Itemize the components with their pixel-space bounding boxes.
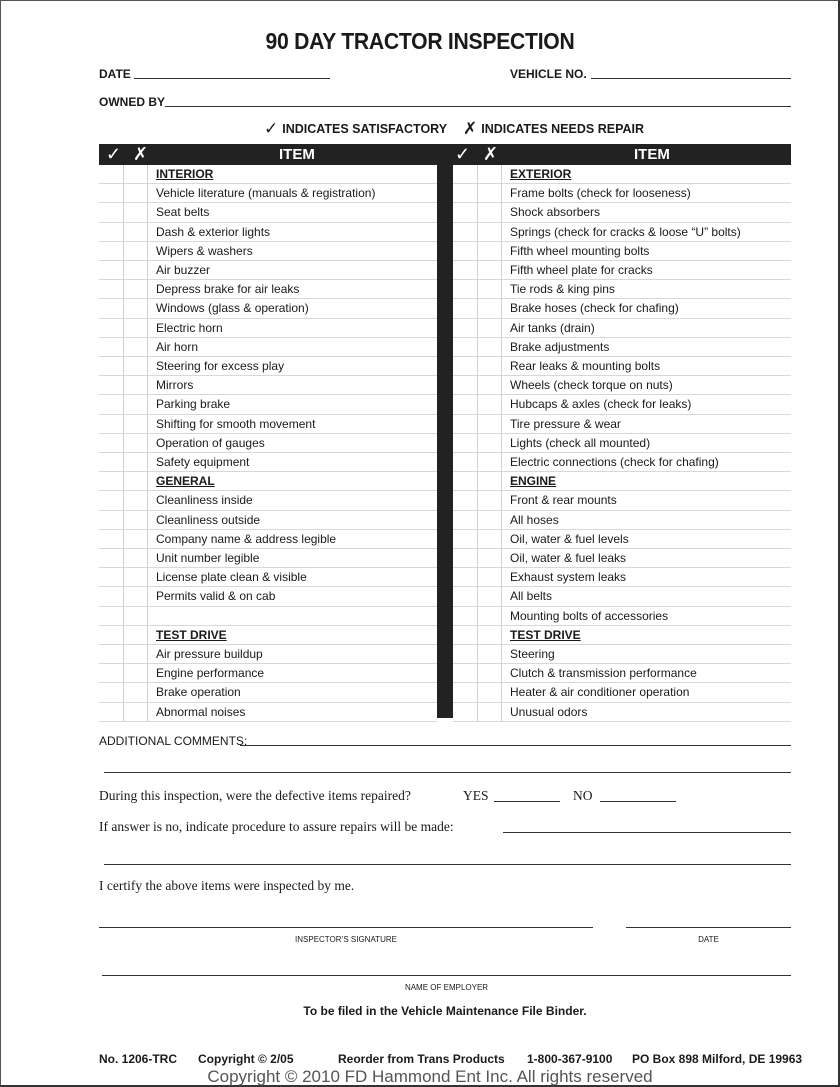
- checklist-item-label: Steering for excess play: [156, 359, 285, 373]
- needs-repair-checkbox[interactable]: [478, 645, 502, 664]
- signature-date-field[interactable]: [626, 927, 791, 928]
- needs-repair-checkbox[interactable]: [478, 415, 502, 434]
- left-checklist-row: [99, 607, 437, 626]
- satisfactory-checkbox[interactable]: [99, 491, 124, 510]
- satisfactory-checkbox[interactable]: [453, 203, 478, 222]
- satisfactory-checkbox[interactable]: [453, 511, 478, 530]
- checklist-item-label: Brake hoses (check for chafing): [510, 301, 679, 316]
- needs-repair-checkbox[interactable]: [124, 242, 148, 261]
- yes-label: YES: [463, 788, 489, 803]
- needs-repair-checkbox[interactable]: [478, 453, 502, 472]
- satisfactory-checkbox[interactable]: [453, 703, 478, 722]
- needs-repair-checkbox[interactable]: [478, 491, 502, 510]
- right-checklist-row: [453, 491, 791, 510]
- left-table-header: [99, 144, 437, 165]
- right-checklist-row: [453, 261, 791, 280]
- satisfactory-checkbox[interactable]: [99, 242, 124, 261]
- legend-satisfactory-text: INDICATES SATISFACTORY: [282, 122, 448, 136]
- checklist-item-label: Air horn: [156, 339, 199, 354]
- needs-repair-checkbox[interactable]: [124, 703, 148, 722]
- checklist-item-label: Electric horn: [156, 320, 223, 335]
- checklist-item-label: Rear leaks & mounting bolts: [510, 359, 661, 373]
- checklist-item-label: Wipers & washers: [156, 243, 253, 258]
- right-checklist-row: [453, 664, 791, 683]
- satisfactory-checkbox[interactable]: [453, 491, 478, 510]
- satisfactory-checkbox[interactable]: [99, 203, 124, 222]
- certify-statement: I certify the above items were inspected by me.: [99, 878, 355, 893]
- needs-repair-checkbox[interactable]: [478, 319, 502, 338]
- left-checklist-row: [99, 203, 437, 222]
- satisfactory-checkbox[interactable]: [99, 299, 124, 318]
- left-checklist-row: [99, 626, 437, 645]
- checklist-item-label: Springs (check for cracks & loose “U” bolts): [510, 224, 741, 239]
- owned-by-label: OWNED BY: [99, 95, 165, 109]
- left-checklist-row: [99, 683, 437, 702]
- signature-date-label: DATE: [698, 935, 719, 944]
- form-title: 90 DAY TRACTOR INSPECTION: [265, 28, 575, 54]
- needs-repair-checkbox[interactable]: [124, 453, 148, 472]
- right-checklist-row: [453, 415, 791, 434]
- section-heading: INTERIOR: [156, 167, 214, 181]
- checklist-item-label: Dash & exterior lights: [156, 224, 271, 239]
- left-checklist-row: [99, 319, 437, 338]
- checklist-item-label: Seat belts: [156, 205, 210, 220]
- satisfactory-checkbox[interactable]: [99, 607, 124, 626]
- satisfactory-checkbox[interactable]: [453, 664, 478, 683]
- vehicle-no-field[interactable]: [591, 78, 791, 79]
- procedure-question: If answer is no, indicate procedure to assure repairs will be made:: [99, 819, 454, 834]
- checklist-item-label: Mirrors: [156, 378, 194, 393]
- checklist-item-label: Abnormal noises: [156, 704, 246, 719]
- signature-field[interactable]: [99, 927, 593, 928]
- needs-repair-checkbox[interactable]: [478, 395, 502, 414]
- left-checklist-row: [99, 664, 437, 683]
- satisfactory-checkbox[interactable]: [453, 626, 478, 645]
- needs-repair-checkbox[interactable]: [124, 299, 148, 318]
- comments-label: ADDITIONAL COMMENTS:: [99, 734, 248, 748]
- satisfactory-checkbox[interactable]: [99, 683, 124, 702]
- checklist-item-label: Tire pressure & wear: [510, 416, 621, 431]
- checklist-item-label: Oil, water & fuel leaks: [510, 551, 627, 565]
- left-checklist-row: [99, 242, 437, 261]
- left-checklist-row: [99, 453, 437, 472]
- section-heading: TEST DRIVE: [510, 627, 581, 642]
- needs-repair-checkbox[interactable]: [478, 664, 502, 683]
- footer-copyright: Copyright © 2/05: [198, 1052, 294, 1066]
- procedure-field-line-2[interactable]: [104, 864, 791, 865]
- form-number: No. 1206-TRC: [99, 1052, 178, 1066]
- satisfactory-checkbox[interactable]: [453, 376, 478, 395]
- needs-repair-checkbox[interactable]: [478, 703, 502, 722]
- right-checklist-row: [453, 242, 791, 261]
- needs-repair-checkbox[interactable]: [478, 223, 502, 242]
- section-heading: EXTERIOR: [510, 167, 572, 181]
- needs-repair-checkbox[interactable]: [124, 223, 148, 242]
- mailing-address: PO Box 898 Milford, DE 19963: [632, 1052, 803, 1066]
- legend-satisfactory: [264, 119, 447, 139]
- checklist-item-label: Electric connections (check for chafing): [510, 455, 719, 469]
- right-checklist-row: [453, 357, 791, 376]
- item-header: ITEM: [634, 146, 670, 163]
- legend-needs-repair-text: INDICATES NEEDS REPAIR: [481, 122, 645, 136]
- right-checklist-row: [453, 395, 791, 414]
- needs-repair-checkbox[interactable]: [478, 376, 502, 395]
- right-checklist-row: [453, 683, 791, 702]
- left-checklist-row: [99, 568, 437, 587]
- checklist-item-label: Air pressure buildup: [156, 647, 263, 661]
- item-header: ITEM: [279, 146, 315, 163]
- needs-repair-checkbox[interactable]: [478, 434, 502, 453]
- needs-repair-checkbox[interactable]: [124, 568, 148, 587]
- needs-repair-checkbox[interactable]: [124, 530, 148, 549]
- needs-repair-checkbox[interactable]: [478, 242, 502, 261]
- satisfactory-checkbox[interactable]: [453, 338, 478, 357]
- satisfactory-checkbox[interactable]: [453, 530, 478, 549]
- satisfactory-checkbox[interactable]: [99, 395, 124, 414]
- no-field[interactable]: [600, 801, 676, 802]
- right-checklist-row: [453, 607, 791, 626]
- satisfactory-checkbox[interactable]: [453, 472, 478, 491]
- phone-number: 1-800-367-9100: [527, 1052, 613, 1066]
- needs-repair-checkbox[interactable]: [124, 434, 148, 453]
- checklist-item-label: Cleanliness inside: [156, 493, 253, 508]
- right-checklist-row: [453, 472, 791, 491]
- checklist-item-label: Clutch & transmission performance: [510, 666, 697, 681]
- satisfactory-checkbox[interactable]: [99, 472, 124, 491]
- checklist-item-label: Brake adjustments: [510, 339, 610, 354]
- signature-label: INSPECTOR’S SIGNATURE: [295, 935, 397, 944]
- needs-repair-checkbox[interactable]: [478, 280, 502, 299]
- checklist-item-label: Permits valid & on cab: [156, 589, 276, 604]
- checklist-item-label: Mounting bolts of accessories: [510, 608, 669, 623]
- satisfactory-checkbox[interactable]: [99, 530, 124, 549]
- satisfactory-checkbox[interactable]: [453, 299, 478, 318]
- left-checklist-row: [99, 511, 437, 530]
- right-checklist-row: [453, 338, 791, 357]
- needs-repair-checkbox[interactable]: [478, 607, 502, 626]
- satisfactory-checkbox[interactable]: [99, 280, 124, 299]
- checklist-item-label: Steering: [510, 647, 555, 661]
- needs-repair-checkbox[interactable]: [124, 280, 148, 299]
- right-checklist-row: [453, 645, 791, 664]
- right-checklist-row: [453, 299, 791, 318]
- checklist-item-label: All belts: [510, 589, 553, 604]
- satisfactory-checkbox[interactable]: [453, 165, 478, 184]
- vehicle-no-label: VEHICLE NO.: [510, 67, 587, 81]
- needs-repair-checkbox[interactable]: [478, 530, 502, 549]
- needs-repair-checkbox[interactable]: [478, 261, 502, 280]
- needs-repair-checkbox[interactable]: [124, 261, 148, 280]
- checklist-item-label: Air buzzer: [156, 263, 211, 277]
- left-checklist-row: [99, 415, 437, 434]
- employer-field[interactable]: [102, 975, 791, 976]
- satisfactory-checkbox[interactable]: [99, 568, 124, 587]
- no-label: NO: [573, 788, 593, 803]
- satisfactory-checkbox[interactable]: [453, 280, 478, 299]
- satisfactory-checkbox[interactable]: [453, 223, 478, 242]
- needs-repair-checkbox[interactable]: [478, 165, 502, 184]
- needs-repair-checkbox[interactable]: [124, 587, 148, 606]
- left-checklist-row: [99, 299, 437, 318]
- needs-repair-checkbox[interactable]: [478, 357, 502, 376]
- yes-field[interactable]: [494, 801, 560, 802]
- right-checklist-row: [453, 319, 791, 338]
- checklist-item-label: License plate clean & visible: [156, 570, 307, 585]
- needs-repair-checkbox[interactable]: [478, 587, 502, 606]
- x-icon: ✗: [463, 119, 478, 138]
- satisfactory-checkbox[interactable]: [453, 434, 478, 453]
- x-icon: ✗: [133, 144, 149, 164]
- satisfactory-checkbox[interactable]: [99, 549, 124, 568]
- satisfactory-checkbox[interactable]: [99, 415, 124, 434]
- satisfactory-checkbox[interactable]: [453, 242, 478, 261]
- needs-repair-checkbox[interactable]: [124, 664, 148, 683]
- owned-by-field[interactable]: [165, 106, 791, 107]
- right-checklist-row: [453, 165, 791, 184]
- needs-repair-checkbox[interactable]: [124, 203, 148, 222]
- left-checklist-row: [99, 184, 437, 203]
- check-icon: ✓: [264, 119, 279, 138]
- needs-repair-checkbox[interactable]: [478, 338, 502, 357]
- satisfactory-checkbox[interactable]: [99, 626, 124, 645]
- needs-repair-checkbox[interactable]: [478, 184, 502, 203]
- right-checklist-row: [453, 703, 791, 722]
- checklist-item-label: Tie rods & king pins: [510, 282, 615, 297]
- left-checklist-row: [99, 491, 437, 510]
- satisfactory-checkbox[interactable]: [453, 395, 478, 414]
- checklist-item-label: Hubcaps & axles (check for leaks): [510, 397, 692, 412]
- satisfactory-checkbox[interactable]: [99, 587, 124, 606]
- date-field[interactable]: [134, 78, 330, 79]
- right-checklist-row: [453, 203, 791, 222]
- left-checklist-row: [99, 280, 437, 299]
- right-table-header: [437, 144, 791, 165]
- needs-repair-checkbox[interactable]: [478, 683, 502, 702]
- needs-repair-checkbox[interactable]: [124, 376, 148, 395]
- checklist-item-label: Front & rear mounts: [510, 493, 617, 508]
- satisfactory-checkbox[interactable]: [99, 223, 124, 242]
- procedure-field[interactable]: [503, 832, 791, 833]
- legend-needs-repair: [463, 119, 644, 139]
- checklist-item-label: Oil, water & fuel levels: [510, 531, 629, 546]
- copyright-watermark: Copyright © 2010 FD Hammond Ent Inc. All rights reserved: [207, 1067, 653, 1086]
- checklist-item-label: Lights (check all mounted): [510, 435, 651, 450]
- needs-repair-checkbox[interactable]: [478, 203, 502, 222]
- checklist-item-label: Exhaust system leaks: [510, 570, 627, 585]
- checklist-item-label: Fifth wheel plate for cracks: [510, 263, 653, 277]
- satisfactory-checkbox[interactable]: [453, 549, 478, 568]
- right-checklist-row: [453, 376, 791, 395]
- left-checklist-row: [99, 165, 437, 184]
- checklist-item-label: Engine performance: [156, 666, 265, 681]
- checklist-item-label: Frame bolts (check for looseness): [510, 186, 691, 201]
- satisfactory-checkbox[interactable]: [453, 319, 478, 338]
- repaired-question: During this inspection, were the defective items repaired?: [99, 788, 411, 803]
- checklist-item-label: Windows (glass & operation): [156, 301, 309, 316]
- right-checklist-row: [453, 453, 791, 472]
- left-checklist-row: [99, 434, 437, 453]
- needs-repair-checkbox[interactable]: [478, 549, 502, 568]
- left-checklist-row: [99, 703, 437, 722]
- satisfactory-checkbox[interactable]: [453, 415, 478, 434]
- satisfactory-checkbox[interactable]: [453, 184, 478, 203]
- satisfactory-checkbox[interactable]: [453, 683, 478, 702]
- left-checklist-row: [99, 587, 437, 606]
- needs-repair-checkbox[interactable]: [124, 645, 148, 664]
- left-checklist-row: [99, 338, 437, 357]
- checklist-item-label: Shifting for smooth movement: [156, 416, 316, 431]
- needs-repair-checkbox[interactable]: [124, 607, 148, 626]
- satisfactory-checkbox[interactable]: [453, 357, 478, 376]
- needs-repair-checkbox[interactable]: [478, 299, 502, 318]
- checklist-item-label: Cleanliness outside: [156, 512, 261, 527]
- right-checklist-row: [453, 280, 791, 299]
- satisfactory-checkbox[interactable]: [99, 703, 124, 722]
- needs-repair-checkbox[interactable]: [124, 549, 148, 568]
- right-checklist-row: [453, 530, 791, 549]
- satisfactory-checkbox[interactable]: [99, 645, 124, 664]
- satisfactory-checkbox[interactable]: [453, 568, 478, 587]
- satisfactory-checkbox[interactable]: [453, 453, 478, 472]
- right-checklist-row: [453, 549, 791, 568]
- comments-field[interactable]: [240, 745, 791, 746]
- checklist-item-label: Safety equipment: [156, 455, 250, 469]
- checklist-item-label: Heater & air conditioner operation: [510, 685, 690, 700]
- satisfactory-checkbox[interactable]: [453, 587, 478, 606]
- satisfactory-checkbox[interactable]: [453, 607, 478, 626]
- column-divider: [437, 165, 453, 718]
- checklist-item-label: Unusual odors: [510, 704, 588, 719]
- checklist-item-label: Wheels (check torque on nuts): [510, 378, 673, 393]
- satisfactory-checkbox[interactable]: [453, 645, 478, 664]
- left-checklist-row: [99, 223, 437, 242]
- needs-repair-checkbox[interactable]: [124, 626, 148, 645]
- right-checklist-row: [453, 223, 791, 242]
- needs-repair-checkbox[interactable]: [478, 626, 502, 645]
- needs-repair-checkbox[interactable]: [124, 357, 148, 376]
- checklist-item-label: Air tanks (drain): [510, 320, 595, 335]
- satisfactory-checkbox[interactable]: [99, 165, 124, 184]
- satisfactory-checkbox[interactable]: [99, 664, 124, 683]
- checklist-item-label: Unit number legible: [156, 551, 260, 565]
- checklist-item-label: Vehicle literature (manuals & registration): [156, 186, 376, 201]
- needs-repair-checkbox[interactable]: [124, 319, 148, 338]
- section-heading: ENGINE: [510, 474, 557, 489]
- checklist-item-label: All hoses: [510, 512, 559, 527]
- right-checklist-row: [453, 587, 791, 606]
- checklist-item-label: Company name & address legible: [156, 531, 337, 546]
- checklist-item-label: Operation of gauges: [156, 435, 265, 450]
- left-checklist-row: [99, 357, 437, 376]
- needs-repair-checkbox[interactable]: [124, 472, 148, 491]
- left-checklist-row: [99, 530, 437, 549]
- right-checklist-row: [453, 626, 791, 645]
- employer-label: NAME OF EMPLOYER: [404, 983, 489, 992]
- needs-repair-checkbox[interactable]: [124, 395, 148, 414]
- needs-repair-checkbox[interactable]: [124, 491, 148, 510]
- needs-repair-checkbox[interactable]: [478, 511, 502, 530]
- satisfactory-checkbox[interactable]: [99, 453, 124, 472]
- x-icon: ✗: [483, 144, 499, 164]
- needs-repair-checkbox[interactable]: [124, 338, 148, 357]
- left-checklist-row: [99, 472, 437, 491]
- right-checklist-row: [453, 434, 791, 453]
- satisfactory-checkbox[interactable]: [99, 434, 124, 453]
- filing-note: To be filed in the Vehicle Maintenance File Binder.: [303, 1004, 587, 1018]
- right-checklist-row: [453, 568, 791, 587]
- right-checklist-row: [453, 184, 791, 203]
- checklist-item-label: Parking brake: [156, 397, 231, 412]
- needs-repair-checkbox[interactable]: [124, 184, 148, 203]
- section-heading: TEST DRIVE: [156, 627, 227, 642]
- satisfactory-checkbox[interactable]: [99, 319, 124, 338]
- checklist-item-label: Shock absorbers: [510, 205, 601, 220]
- checklist-item-label: Depress brake for air leaks: [156, 282, 300, 297]
- left-checklist-row: [99, 395, 437, 414]
- needs-repair-checkbox[interactable]: [478, 472, 502, 491]
- checklist-item-label: Fifth wheel mounting bolts: [510, 243, 650, 258]
- checklist-item-label: Brake operation: [156, 685, 241, 700]
- needs-repair-checkbox[interactable]: [124, 165, 148, 184]
- left-checklist-row: [99, 645, 437, 664]
- satisfactory-checkbox[interactable]: [99, 184, 124, 203]
- right-checklist-row: [453, 511, 791, 530]
- section-heading: GENERAL: [156, 474, 215, 489]
- satisfactory-checkbox[interactable]: [99, 261, 124, 280]
- needs-repair-checkbox[interactable]: [124, 683, 148, 702]
- comments-field-line-2[interactable]: [104, 772, 791, 773]
- check-icon: ✓: [455, 144, 471, 164]
- needs-repair-checkbox[interactable]: [124, 511, 148, 530]
- needs-repair-checkbox[interactable]: [478, 568, 502, 587]
- left-checklist-row: [99, 549, 437, 568]
- satisfactory-checkbox[interactable]: [99, 511, 124, 530]
- needs-repair-checkbox[interactable]: [124, 415, 148, 434]
- date-label: DATE: [99, 67, 131, 81]
- satisfactory-checkbox[interactable]: [99, 338, 124, 357]
- satisfactory-checkbox[interactable]: [453, 261, 478, 280]
- satisfactory-checkbox[interactable]: [99, 357, 124, 376]
- check-icon: ✓: [106, 144, 122, 164]
- reorder-text: Reorder from Trans Products: [338, 1052, 505, 1066]
- left-checklist-row: [99, 261, 437, 280]
- left-checklist-row: [99, 376, 437, 395]
- satisfactory-checkbox[interactable]: [99, 376, 124, 395]
